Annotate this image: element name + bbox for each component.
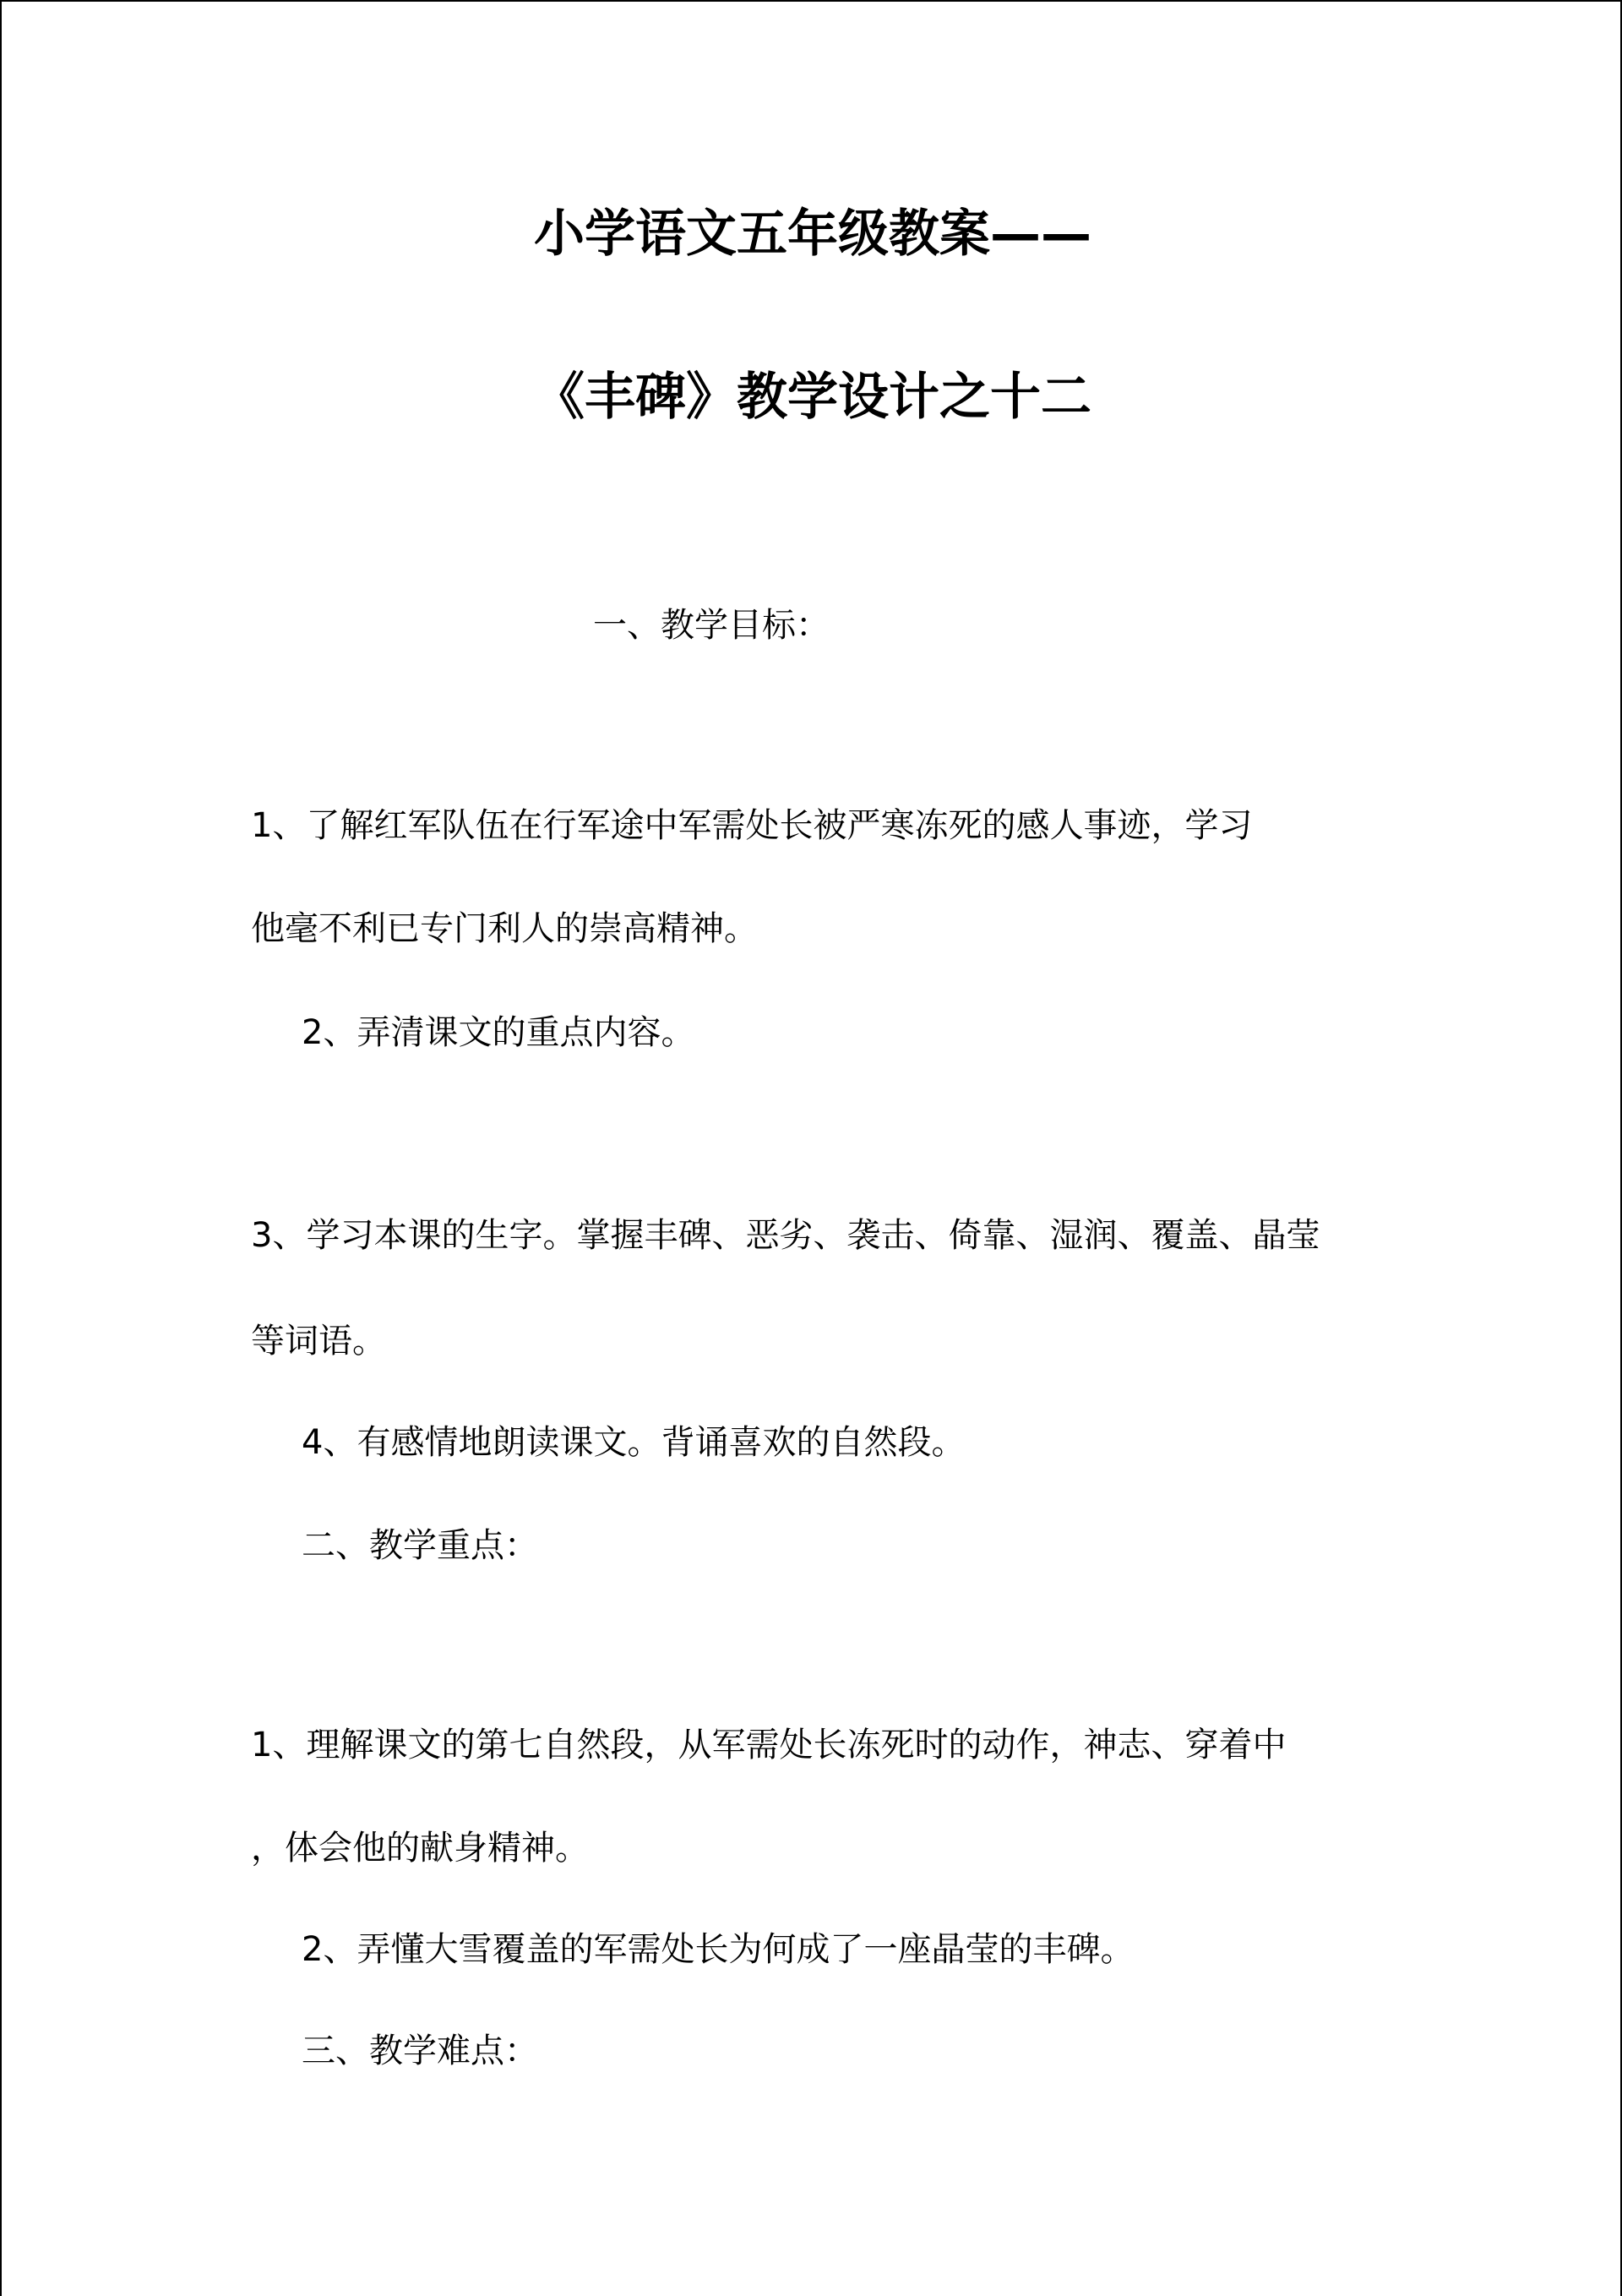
key-point-1-line-1: 1、理解课文的第七自然段，从军需处长冻死时的动作，神志、穿着中 (251, 1726, 1287, 1764)
goal-1-line-1: 1、了解红军队伍在行军途中军需处长被严寒冻死的感人事迹，学习 (251, 806, 1253, 845)
section-heading-teaching-goals: 一、教学目标： (593, 606, 830, 645)
goal-1-line-2: 他毫不利已专门利人的崇高精神。 (251, 909, 758, 948)
goal-3-line-2: 等词语。 (251, 1322, 386, 1361)
goal-2: 2、弄清课文的重点内容。 (302, 1013, 695, 1052)
goal-4: 4、有感情地朗读课文。背诵喜欢的自然段。 (302, 1423, 966, 1462)
key-point-1-line-2: ，体会他的献身精神。 (251, 1829, 589, 1868)
key-point-2: 2、弄懂大雪覆盖的军需处长为何成了一座晶莹的丰碑。 (302, 1930, 1135, 1969)
section-heading-key-points: 二、教学重点： (302, 1526, 538, 1565)
section-heading-difficulties: 三、教学难点： (302, 2031, 538, 2070)
title-line-1: 小学语文五年级教案—— (534, 205, 1091, 264)
goal-3-line-1: 3、学习本课的生字。掌握丰碑、恶劣、袭击、倚靠、湿润、覆盖、晶莹 (251, 1216, 1320, 1255)
title-line-2: 《丰碑》教学设计之十二 (534, 368, 1091, 427)
